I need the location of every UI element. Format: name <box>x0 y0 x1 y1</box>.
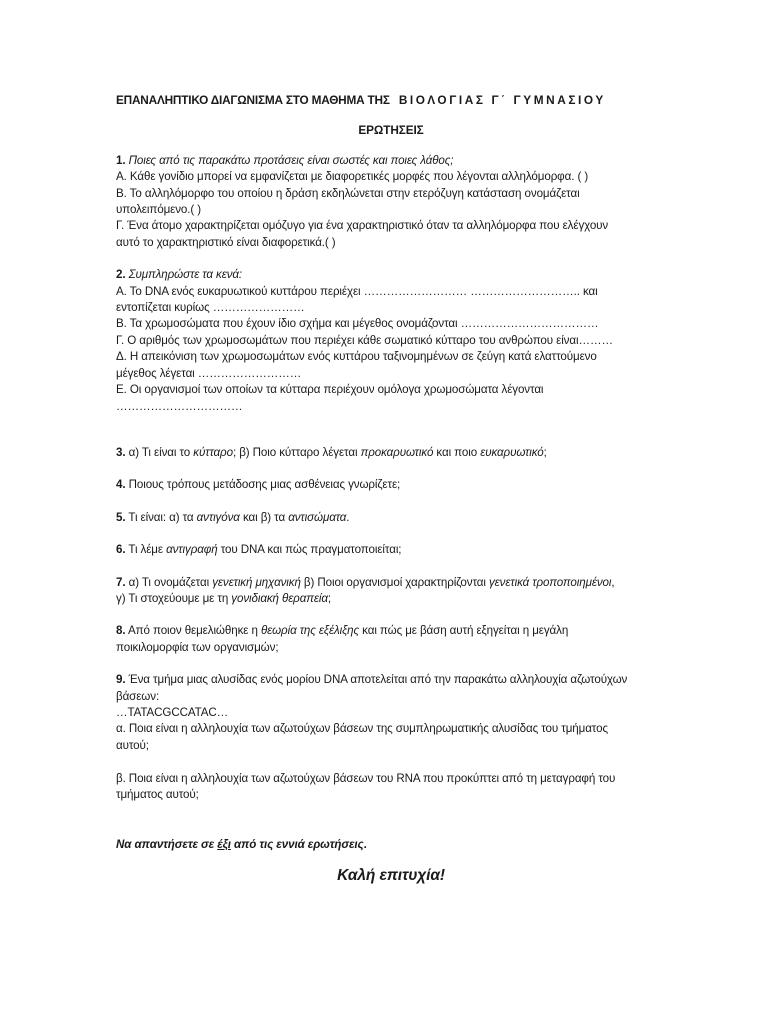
term: θεωρία της εξέλιξης <box>260 624 360 638</box>
question-text: Ποιους τρόπους μετάδοσης μιας ασθένειας γνωρίζετε; <box>125 478 401 492</box>
question-text: α) Τι είναι το <box>125 445 194 459</box>
instructions-text: από τις εννιά ερωτήσεις <box>230 838 364 852</box>
question-text: Από ποιον θεμελιώθηκε η <box>125 624 261 638</box>
blank-a-line1: Α. Το DNA ενός ευκαρυωτικού κυττάρου περιέχει ……………………… ……………………….. και <box>116 284 598 298</box>
question-number: 7. <box>116 575 126 589</box>
question-number: 8. <box>116 624 126 638</box>
question-text: α) Τι ονομάζεται <box>125 575 213 589</box>
question-9 <box>116 672 656 803</box>
instructions-text: Να απαντήσετε σε <box>116 838 218 852</box>
term: αντιγραφή <box>166 543 218 557</box>
question-number: 6. <box>116 543 126 557</box>
subquestion-a-line2: αυτού; <box>116 738 149 752</box>
blank-b: Β. Τα χρωμοσώματα που έχουν ίδιο σχήμα και μέγεθος ονομάζονται ……………………………… <box>116 317 599 331</box>
blank-d-line2: μέγεθος λέγεται ……………………… <box>116 366 302 380</box>
term: προκαρυωτικό <box>360 445 434 459</box>
question-number: 3. <box>116 445 126 459</box>
blank-d-line1: Δ. Η απεικόνιση των χρωμοσωμάτων ενός κυττάρου ταξινομημένων σε ζεύγη κατά ελαττούμενο <box>116 350 597 364</box>
term: ευκαρυωτικό <box>480 445 544 459</box>
instructions-text: . <box>363 838 367 852</box>
question-text: ; <box>543 445 547 459</box>
term: αντισώματα <box>288 510 347 524</box>
question-8 <box>116 623 656 656</box>
question-text: βάσεων: <box>116 689 160 703</box>
blank-e-line1: Ε. Οι οργανισμοί των οποίων τα κύτταρα περιέχουν ομόλογα χρωμοσώματα λέγονται <box>116 383 544 397</box>
question-number: 5. <box>116 510 126 524</box>
statement-a: Α. Κάθε γονίδιο μπορεί να εμφανίζεται με διαφορετικές μορφές που λέγονται αλληλόμορφα. ( ) <box>116 170 589 184</box>
question-6 <box>116 542 656 558</box>
subquestion-a-line1: α. Ποια είναι η αλληλουχία των αζωτούχων βάσεων της συμπληρωματικής αλυσίδας του τμήματος <box>116 722 608 736</box>
question-text: γ) Τι στοχεύουμε με τη <box>116 591 232 605</box>
question-text: Τι είναι: α) τα <box>125 510 197 524</box>
good-luck-message: Καλή επιτυχία! <box>337 866 445 884</box>
question-text: ποικιλομορφία των οργανισμών; <box>116 640 279 654</box>
question-text: και ποιο <box>433 445 481 459</box>
question-2 <box>116 267 656 415</box>
statement-b-line2: υπολειπόμενο.( ) <box>116 203 202 217</box>
question-prompt: Συμπληρώστε τα κενά: <box>128 268 243 282</box>
question-text: και πώς με βάση αυτή εξηγείται η μεγάλη <box>359 624 569 638</box>
question-text: . <box>346 510 350 524</box>
statement-c-line2: αυτό το χαρακτηριστικό είναι διαφορετικά.( ) <box>116 235 336 249</box>
statement-c-line1: Γ. Ένα άτομο χαρακτηρίζεται ομόζυγο για ένα χαρακτηριστικό όταν τα αλληλόμορφα που ελέγχουν <box>116 219 609 233</box>
question-5 <box>116 510 656 526</box>
exam-title-prefix: ΕΠΑΝΑΛΗΠΤΙΚΟ ΔΙΑΓΩΝΙΣΜΑ ΣΤΟ ΜΑΘΗΜΑ ΤΗΣ <box>116 93 390 107</box>
questions-heading: ΕΡΩΤΗΣΕΙΣ <box>358 123 424 138</box>
question-text: ; β) Ποιο κύτταρο λέγεται <box>232 445 361 459</box>
question-prompt: Ποιες από τις παρακάτω προτάσεις είναι σωστές και ποιες λάθος; <box>128 153 454 167</box>
question-number: 2. <box>116 268 126 282</box>
question-text: και β) τα <box>239 510 289 524</box>
question-text: , <box>611 575 615 589</box>
blank-a-line2: εντοπίζεται κυρίως …………………… <box>116 301 305 315</box>
question-7 <box>116 575 656 608</box>
question-text: Ένα τμήμα μιας αλυσίδας ενός μορίου DNA αποτελείται από την παρακάτω αλληλουχία αζωτούχων <box>125 673 628 687</box>
question-number: 4. <box>116 478 126 492</box>
term: αντιγόνα <box>196 510 240 524</box>
exam-title <box>116 92 656 108</box>
exam-title-subject: ΒΙΟΛΟΓΙΑΣ Γ΄ ΓΥΜΝΑΣΙΟΥ <box>398 93 606 107</box>
term: γονιδιακή θεραπεία <box>231 591 328 605</box>
question-text: β) Ποιοι οργανισμοί χαρακτηρίζονται <box>300 575 489 589</box>
question-text: ; <box>327 591 332 605</box>
term: γενετική μηχανική <box>212 575 301 589</box>
question-number: 1. <box>116 153 126 167</box>
statement-b-line1: Β. Το αλληλόμορφο του οποίου η δράση εκδηλώνεται στην ετερόζυγη κατάσταση ονομάζεται <box>116 186 580 200</box>
blank-c: Γ. Ο αριθμός των χρωμοσωμάτων που περιέχει κάθε σωματικό κύτταρο του ανθρώπου είναι……… <box>116 333 613 347</box>
dna-sequence: …TATACGCCATAC… <box>116 705 229 719</box>
question-1 <box>116 153 656 251</box>
instructions-emphasis: έξι <box>217 838 231 852</box>
question-3 <box>116 445 656 461</box>
subquestion-b-line1: β. Ποια είναι η αλληλουχία των αζωτούχων βάσεων του RNA που προκύπτει από τη μεταγραφή του <box>116 771 616 785</box>
term: γενετικά τροποποιημένοι <box>488 575 612 589</box>
term: κύτταρο <box>193 445 233 459</box>
exam-content <box>116 92 656 884</box>
blank-e-line2: …………………………… <box>116 399 243 413</box>
question-number: 9. <box>116 673 126 687</box>
subquestion-b-line2: τμήματος αυτού; <box>116 787 199 801</box>
question-4 <box>116 477 656 493</box>
question-text: Τι λέμε <box>125 543 167 557</box>
instructions <box>116 837 656 853</box>
question-text: του DNA και πώς πραγματοποιείται; <box>217 543 402 557</box>
